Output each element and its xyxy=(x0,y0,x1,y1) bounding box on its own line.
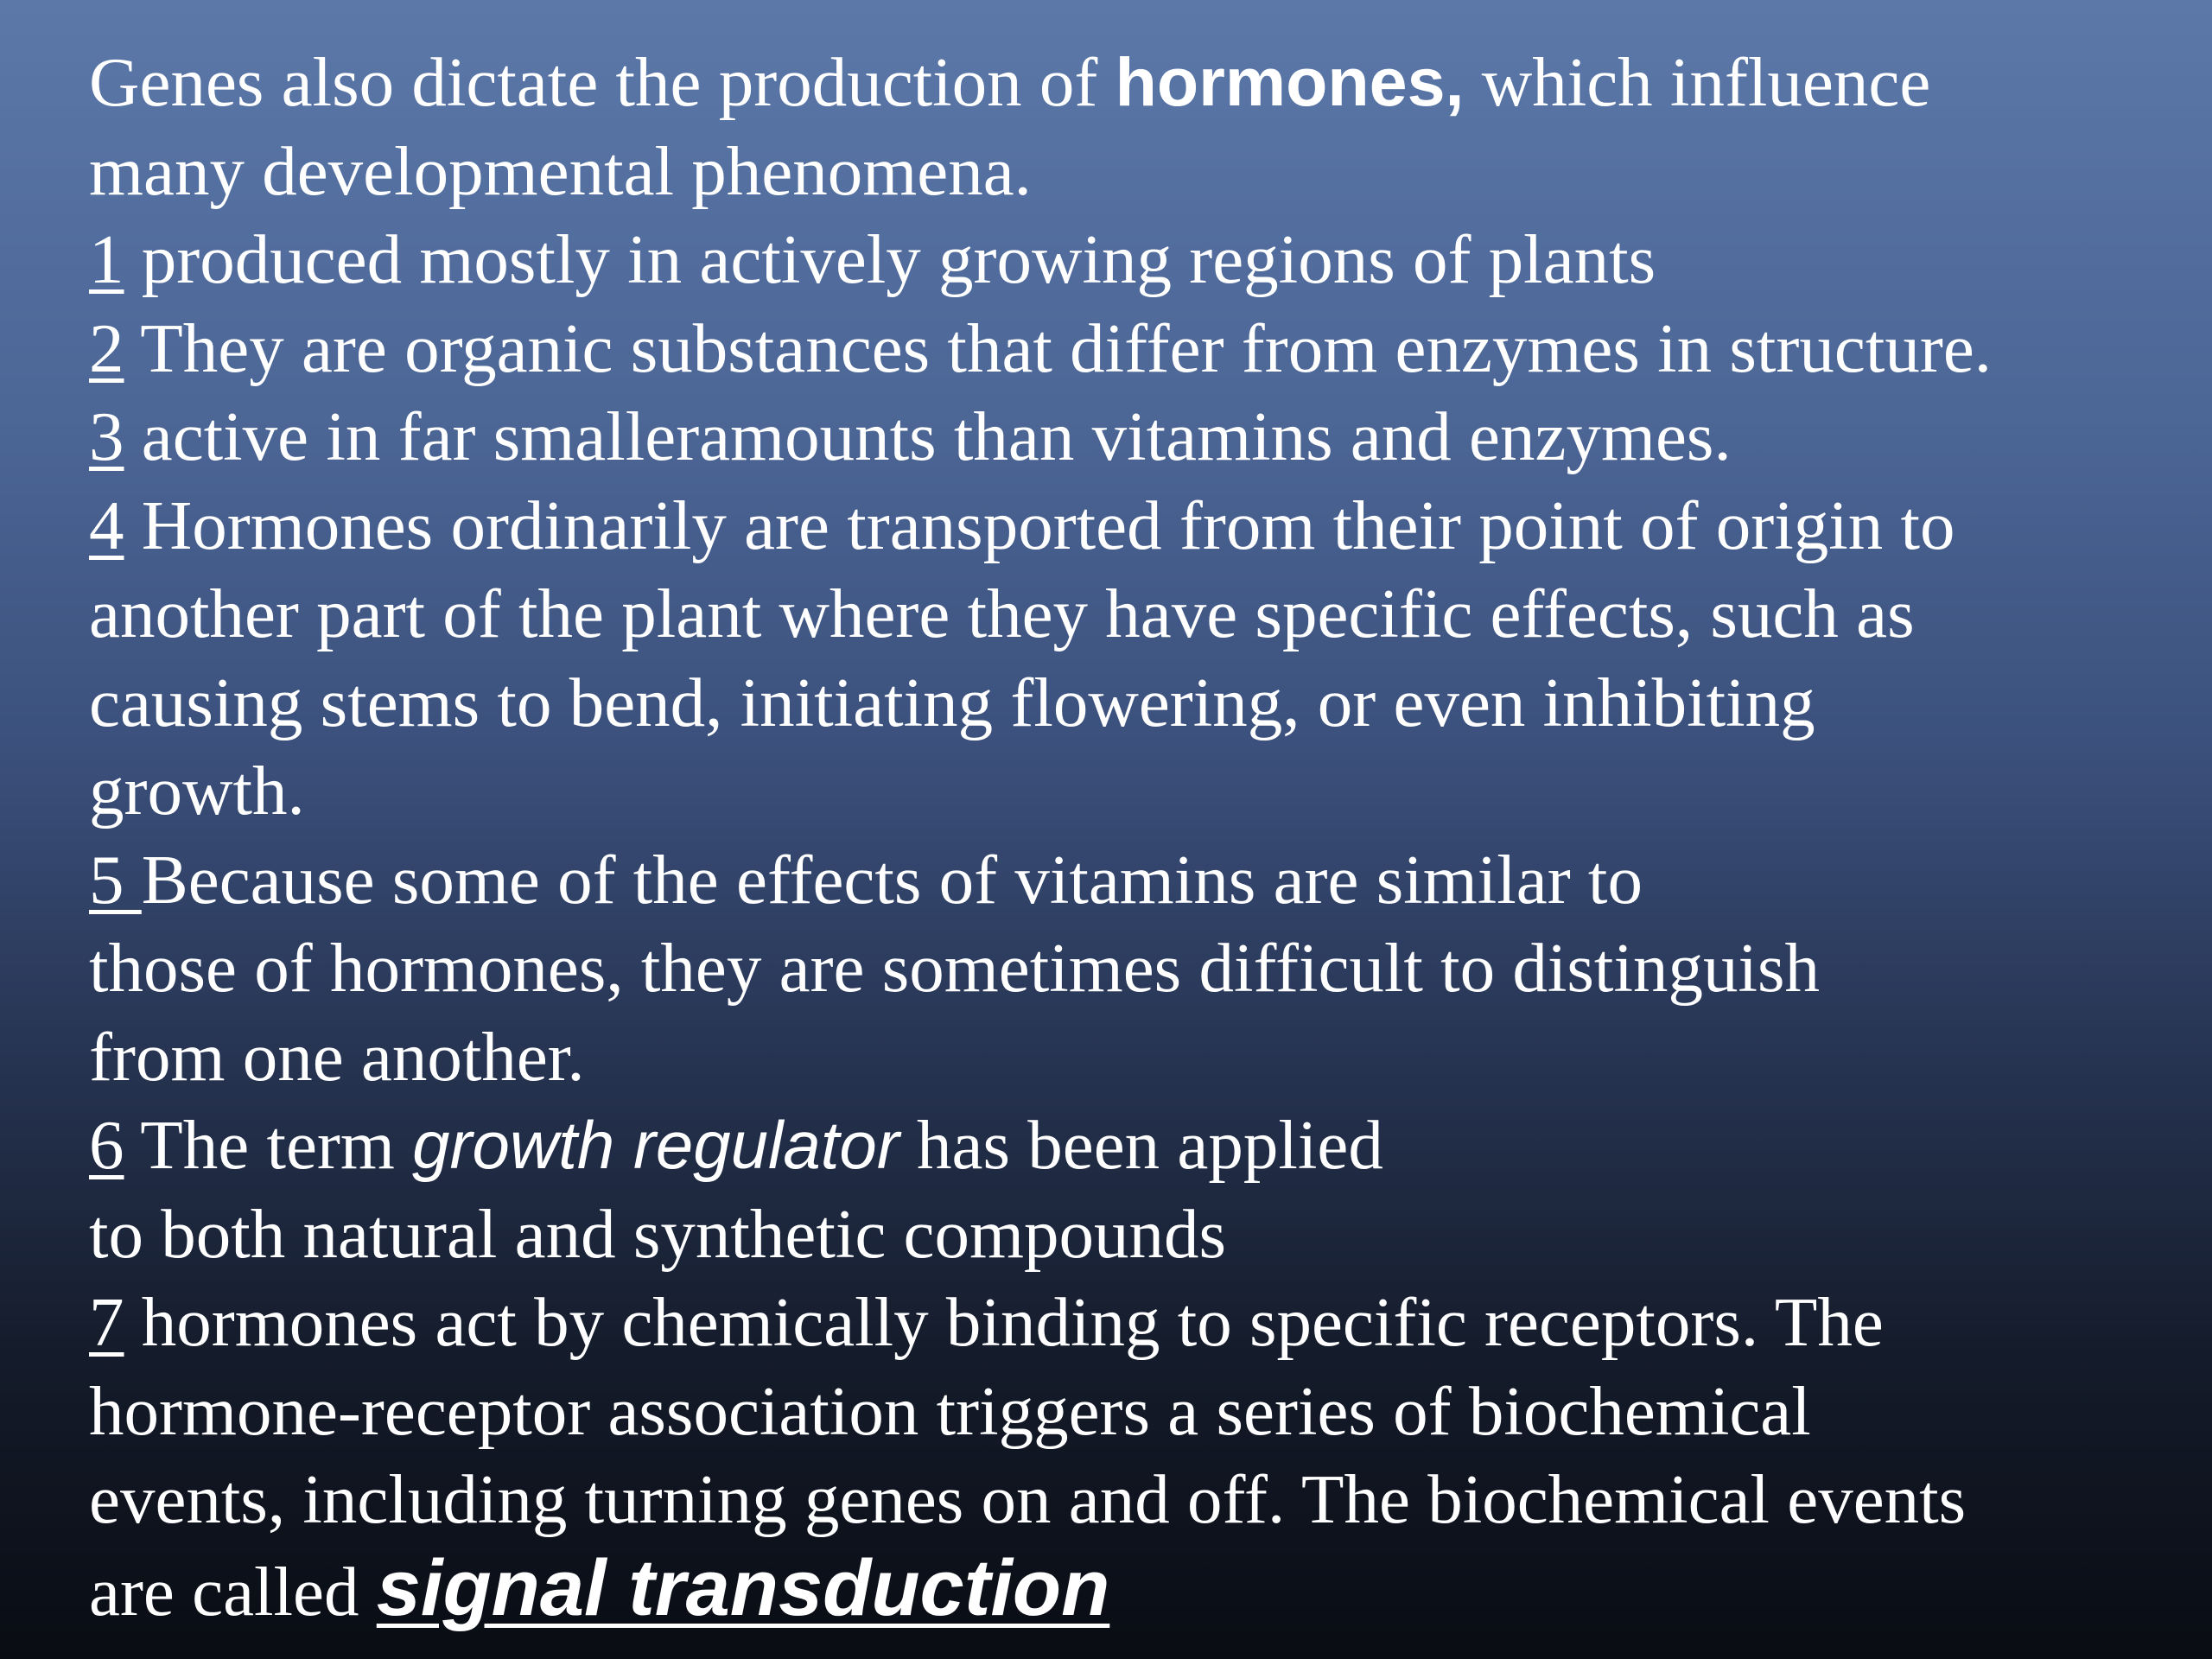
point-text: active in far smalleramounts than vitamins and enzymes. xyxy=(124,397,1732,475)
point-text: produced mostly in actively growing regions of plants xyxy=(124,220,1656,298)
point-4-line-2: another part of the plant where they have specific effects, such as xyxy=(89,575,1915,652)
point-text: Because some of the effects of vitamins are similar to xyxy=(141,840,1643,918)
point-number: 1 xyxy=(89,220,124,298)
slide-body xyxy=(89,38,2197,1632)
intro-line-2: many developmental phenomena. xyxy=(89,131,1032,210)
point-number: 3 xyxy=(89,397,124,475)
point-number: 6 xyxy=(89,1106,124,1184)
point-2 xyxy=(89,304,2197,393)
point-text: The term xyxy=(124,1106,413,1184)
point-4-line-3: causing stems to bend, initiating flowering, or even inhibiting xyxy=(89,663,1815,741)
point-7-line-3: events, including turning genes on and off. The biochemical events xyxy=(89,1460,1967,1538)
growth-regulator-term: growth regulator xyxy=(412,1107,899,1183)
point-6-line-2: to both natural and synthetic compounds xyxy=(89,1194,1227,1273)
point-6-line-1 xyxy=(89,1101,2197,1190)
point-text: Hormones ordinarily are transported from their point of origin to xyxy=(124,486,1955,564)
point-7-line-4 xyxy=(89,1544,2197,1633)
hormones-term: hormones, xyxy=(1115,43,1465,120)
point-4-line-1 xyxy=(89,481,2197,570)
point-5-line-2: those of hormones, they are sometimes difficult to distinguish xyxy=(89,929,1820,1007)
intro-line-1 xyxy=(89,38,2197,127)
point-7-line-2: hormone-receptor association triggers a series of biochemical xyxy=(89,1371,1811,1450)
signal-transduction-term: signal transduction xyxy=(376,1543,1110,1632)
point-4-line-4: growth. xyxy=(89,752,305,830)
point-number: 4 xyxy=(89,486,124,564)
point-number: 7 xyxy=(89,1283,124,1361)
intro-text: Genes also dictate the production of xyxy=(89,43,1116,121)
point-1 xyxy=(89,215,2197,304)
point-number: 5 xyxy=(89,840,142,918)
point-text: are called xyxy=(89,1552,377,1630)
point-number: 2 xyxy=(89,308,124,387)
point-7-line-1 xyxy=(89,1278,2197,1367)
point-3 xyxy=(89,392,2197,481)
point-5-line-1 xyxy=(89,836,2197,925)
point-text: has been applied xyxy=(899,1106,1383,1184)
point-text: hormones act by chemically binding to specific receptors. The xyxy=(124,1283,1884,1361)
intro-text: which influence xyxy=(1464,43,1931,121)
point-5-line-3: from one another. xyxy=(89,1017,585,1096)
point-text: They are organic substances that differ from enzymes in structure. xyxy=(124,308,1993,387)
